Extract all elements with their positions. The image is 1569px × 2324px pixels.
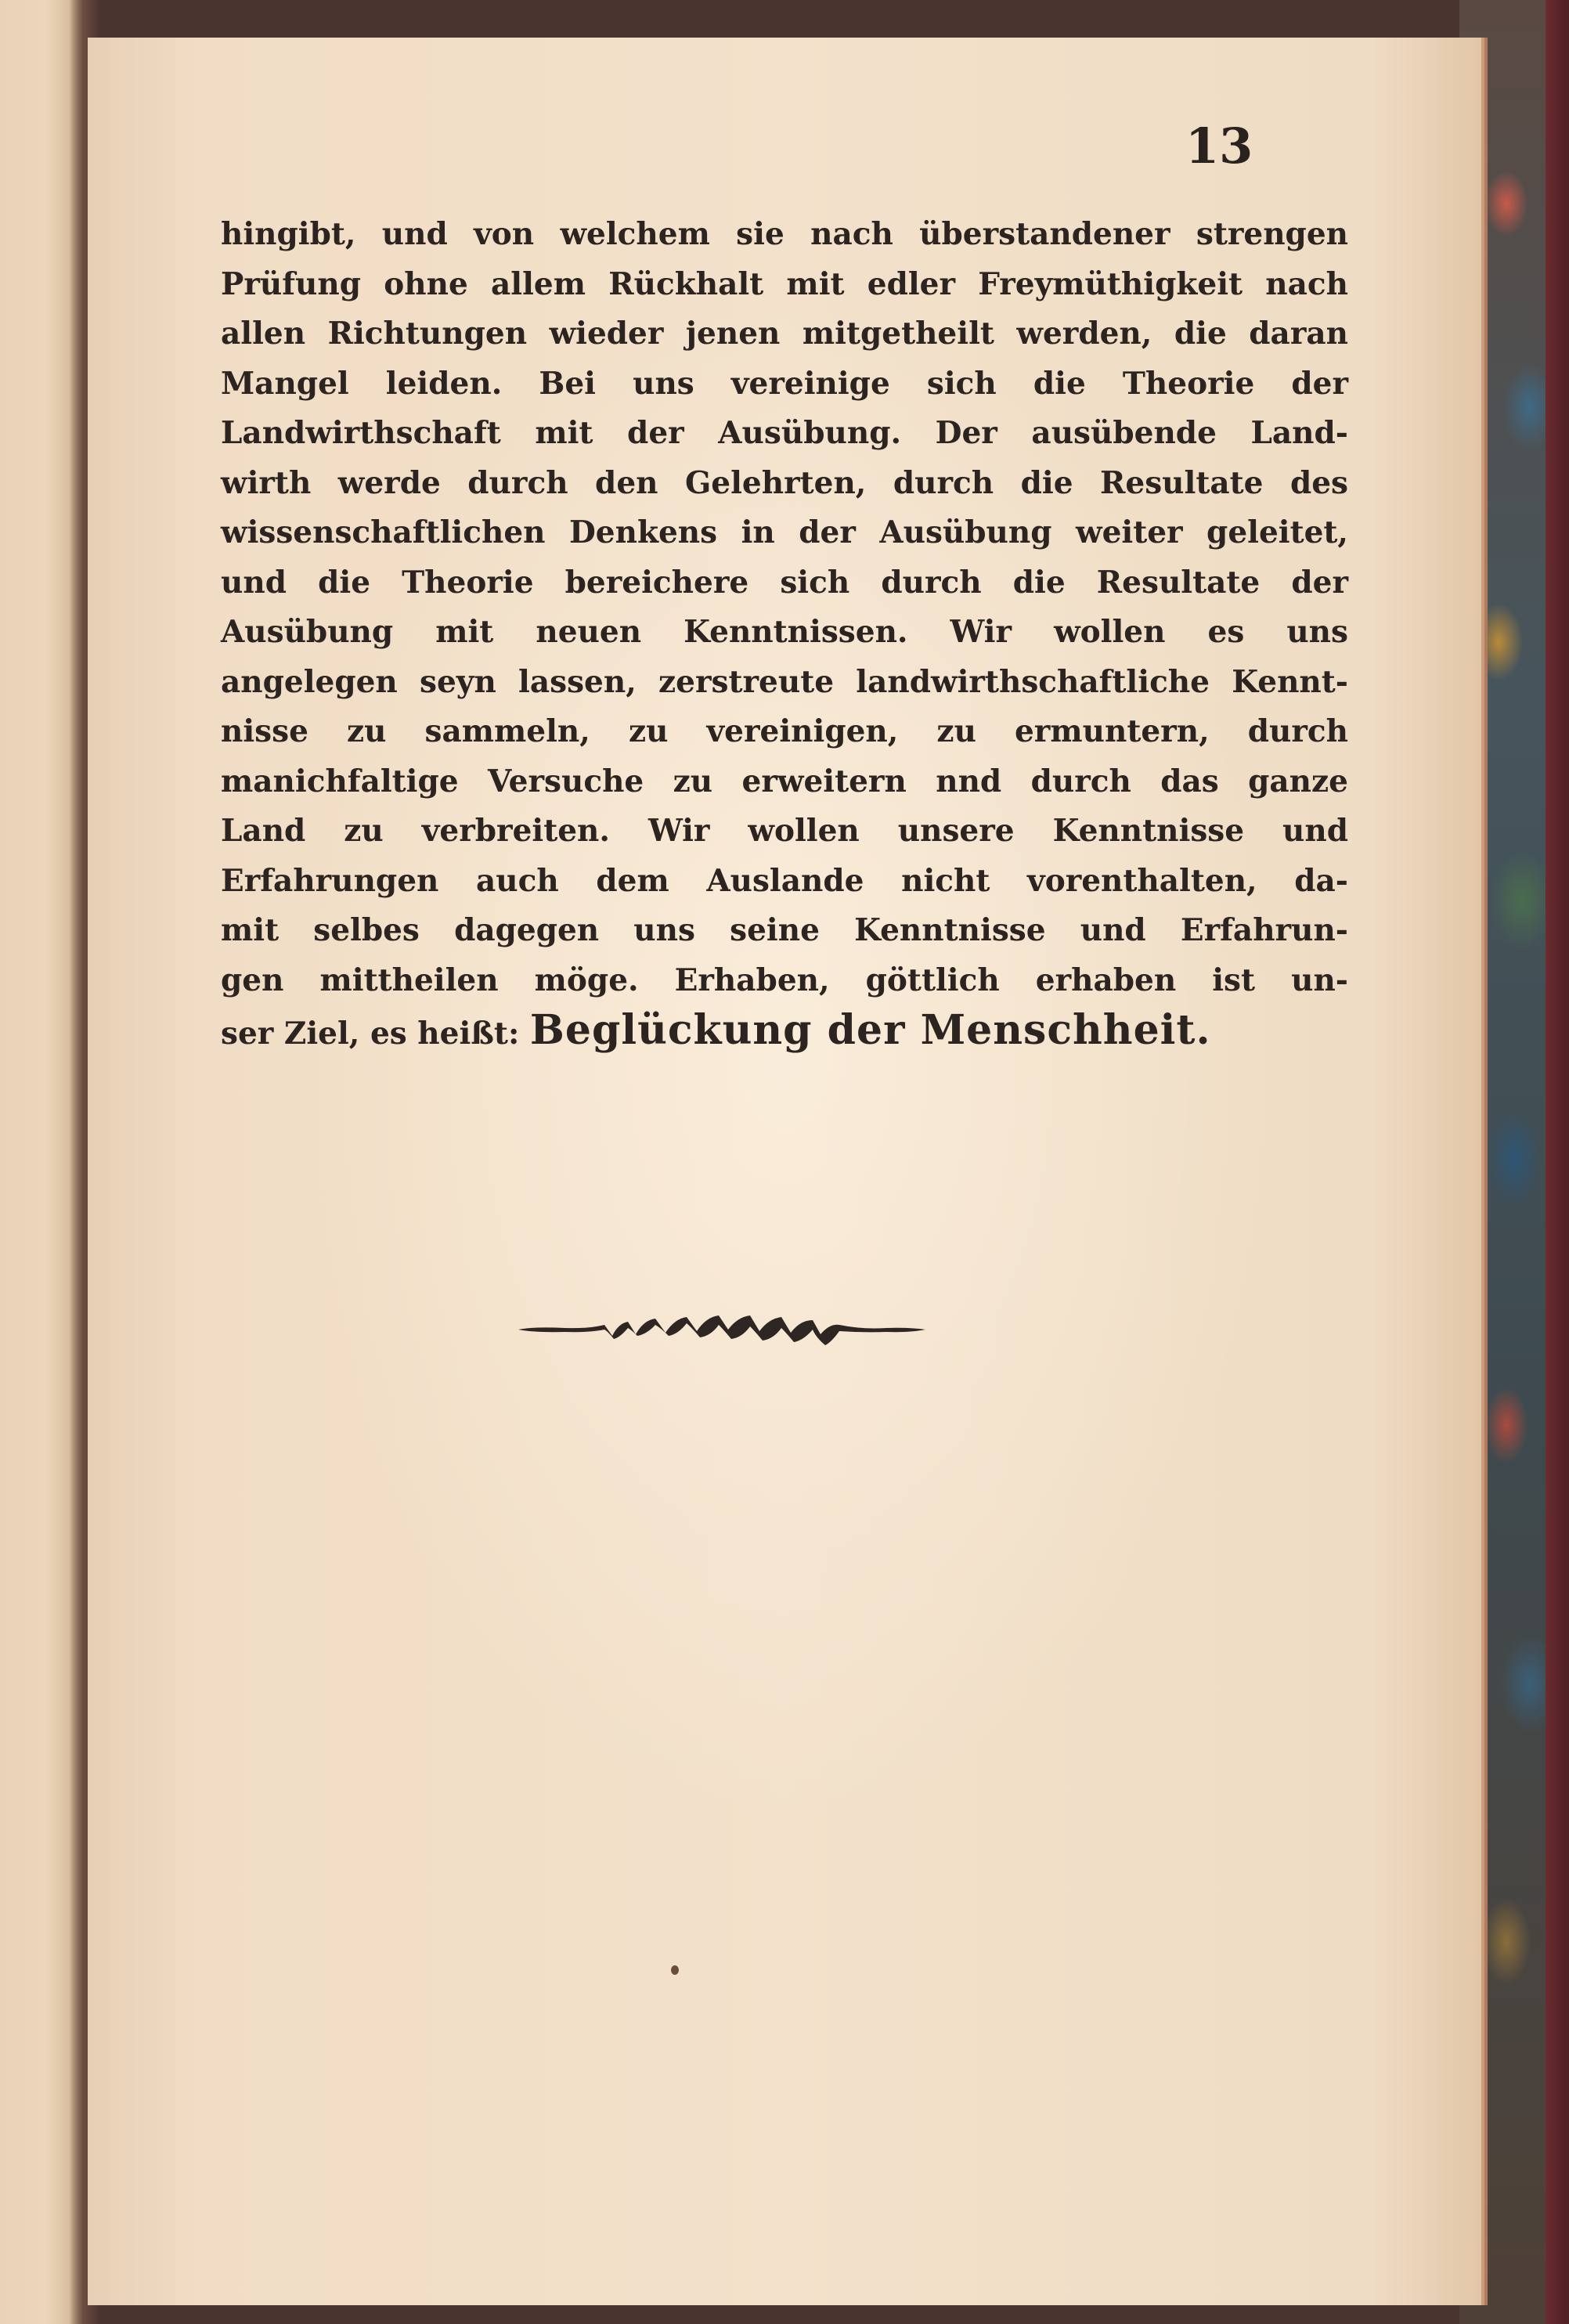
paper-speck xyxy=(671,1965,679,1975)
text-line: nisse zu sammeln, zu vereinigen, zu ermuntern, durch xyxy=(221,713,1348,749)
text-line: manichfaltige Versuche zu erweitern nnd durch das ganze xyxy=(221,763,1348,799)
text-line: Ausübung mit neuen Kenntnissen. Wir wollen es uns xyxy=(221,614,1348,650)
page-number: 13 xyxy=(1185,117,1253,175)
text-line: hingibt, und von welchem sie nach überstandener strengen xyxy=(221,216,1348,252)
text-line: und die Theorie bereichere sich durch die Resultate der xyxy=(221,564,1348,601)
book-page xyxy=(88,38,1481,2305)
text-line: wirth werde durch den Gelehrten, durch die Resultate des xyxy=(221,464,1348,501)
text-line: mit selbes dagegen uns seine Kenntnisse und Erfahrun- xyxy=(221,912,1348,948)
final-line xyxy=(221,1005,1348,1059)
body-text xyxy=(221,210,1348,1059)
text-line: angelegen seyn lassen, zerstreute landwirthschaftliche Kennt- xyxy=(221,663,1348,700)
text-line: allen Richtungen wieder jenen mitgetheilt werden, die daran xyxy=(221,316,1348,352)
emphasized-phrase: Beglückung der Menschheit. xyxy=(529,1006,1211,1054)
final-line-start: ser Ziel, es heißt: xyxy=(221,1016,530,1052)
text-line: Erfahrungen auch dem Auslande nicht vorenthalten, da- xyxy=(221,862,1348,899)
text-line: wissenschaftlichen Denkens in der Ausübung weiter geleitet, xyxy=(221,514,1348,550)
text-line: Prüfung ohne allem Rückhalt mit edler Freymüthigkeit nach xyxy=(221,265,1348,302)
cover-binding-strip xyxy=(1546,0,1569,2324)
text-line: gen mittheilen möge. Erhaben, göttlich erhaben ist un- xyxy=(221,962,1348,998)
text-line: Land zu verbreiten. Wir wollen unsere Kenntnisse und xyxy=(221,813,1348,849)
decorative-rule-ornament xyxy=(518,1306,925,1353)
text-line: Mangel leiden. Bei uns vereinige sich die Theorie der xyxy=(221,365,1348,402)
text-line: Landwirthschaft mit der Ausübung. Der ausübende Land- xyxy=(221,415,1348,451)
